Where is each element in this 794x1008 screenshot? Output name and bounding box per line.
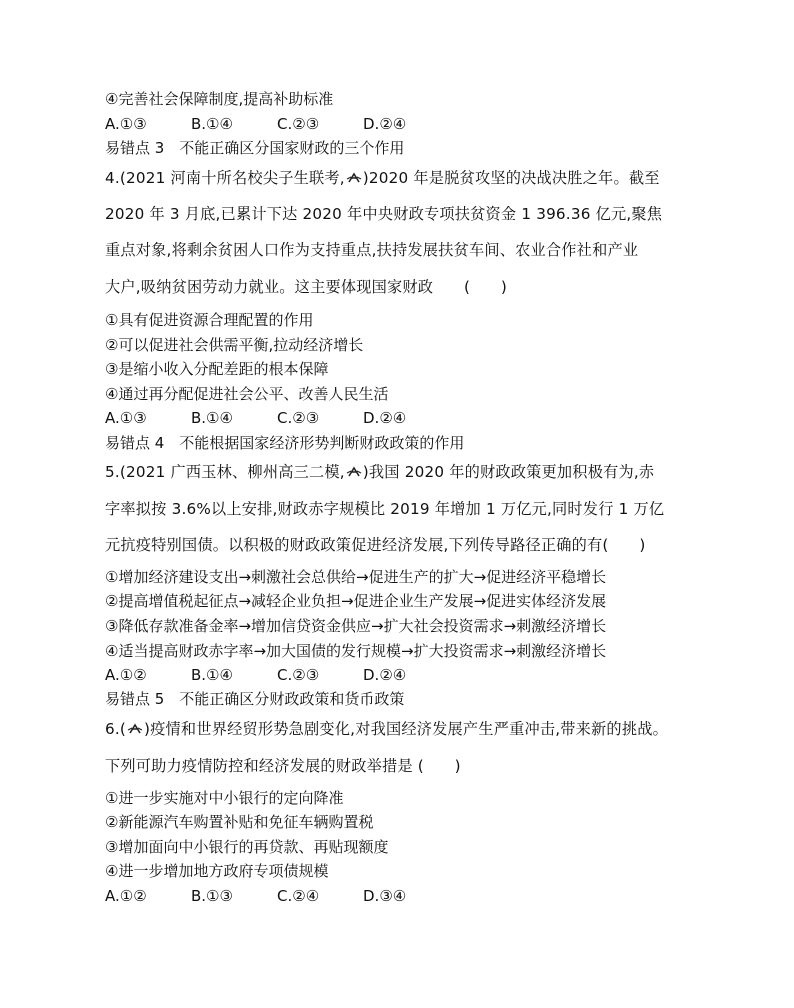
q6-item-4: ④进一步增加地方政府专项债规模 [105,862,329,880]
q6-option-b: B.①③ [191,887,233,905]
q5-option-d: D.②④ [363,666,407,684]
difficulty-star-icon [346,172,362,184]
q6-stem-line-1 [105,719,668,739]
q4-stem-text: )2020 年是脱贫攻坚的决战决胜之年。截至 [362,169,660,187]
q5-options [105,665,406,685]
q5-item-2: ②提高增值税起征点→减轻企业负担→促进企业生产发展→促进实体经济发展 [105,592,607,610]
q6-options [105,886,406,906]
q4-stem-line-4: 大户,吸纳贫困劳动力就业。这主要体现国家财政 ( ) [105,278,507,296]
q5-item-1: ①增加经济建设支出→刺激社会总供给→促进生产的扩大→促进经济平稳增长 [105,568,607,586]
q4-stem-line-3: 重点对象,将剩余贫困人口作为支持重点,扶持发展扶贫车间、农业合作社和产业 [105,241,639,259]
q6-stem-line-2: 下列可助力疫情防控和经济发展的财政举措是 ( ) [105,757,461,775]
q5-stem-line-1 [105,462,654,482]
q4-source: 4.(2021 河南十所名校尖子生联考, [105,169,345,187]
q4-item-1: ①具有促进资源合理配置的作用 [105,311,314,329]
q6-item-3: ③增加面向中小银行的再贷款、再贴现额度 [105,838,389,856]
q4-option-a: A.①③ [105,409,147,427]
q3-option-a: A.①③ [105,115,147,133]
q4-item-2: ②可以促进社会供需平衡,拉动经济增长 [105,336,364,354]
q6-item-1: ①进一步实施对中小银行的定向降准 [105,789,344,807]
q5-stem-line-2: 字率拟按 3.6%以上安排,财政赤字规模比 2019 年增加 1 万亿元,同时发行 1 万亿 [105,500,665,518]
q5-option-c: C.②③ [277,666,320,684]
q3-item-4: ④完善社会保障制度,提高补助标准 [105,90,334,108]
q4-stem-line-2: 2020 年 3 月底,已累计下达 2020 年中央财政专项扶贫资金 1 396.36 亿元,聚焦 [105,205,663,223]
error-point-3: 易错点 3 不能正确区分国家财政的三个作用 [105,139,405,157]
q5-stem-text: )我国 2020 年的财政政策更加积极有为,赤 [362,463,655,481]
q6-option-d: D.③④ [363,887,407,905]
q4-item-3: ③是缩小收入分配差距的根本保障 [105,360,329,378]
q3-option-c: C.②③ [277,115,320,133]
q4-option-c: C.②③ [277,409,320,427]
difficulty-star-icon [346,466,362,478]
q4-stem-line-1 [105,168,660,188]
q6-option-c: C.②④ [277,887,320,905]
q4-option-d: D.②④ [363,409,407,427]
q5-item-3: ③降低存款准备金率→增加信贷资金供应→扩大社会投资需求→刺激经济增长 [105,617,607,635]
difficulty-star-icon [127,723,143,735]
q5-source: 5.(2021 广西玉林、柳州高三二模, [105,463,345,481]
q4-option-b: B.①④ [191,409,233,427]
q6-stem-text: )疫情和世界经贸形势急剧变化,对我国经济发展产生严重冲击,带来新的挑战。 [144,720,668,738]
q6-option-a: A.①② [105,887,147,905]
q5-stem-line-3: 元抗疫特别国债。以积极的财政政策促进经济发展,下列传导路径正确的有( ) [105,536,646,554]
q5-item-4: ④适当提高财政赤字率→加大国债的发行规模→扩大投资需求→刺激经济增长 [105,642,607,660]
q6-number: 6.( [105,720,127,738]
error-point-5: 易错点 5 不能正确区分财政政策和货币政策 [105,690,405,708]
q5-option-a: A.①② [105,666,147,684]
q3-options [105,114,406,134]
q5-option-b: B.①④ [191,666,233,684]
q4-options [105,408,406,428]
q6-item-2: ②新能源汽车购置补贴和免征车辆购置税 [105,813,374,831]
q3-option-b: B.①④ [191,115,233,133]
q4-item-4: ④通过再分配促进社会公平、改善人民生活 [105,385,389,403]
q3-option-d: D.②④ [363,115,407,133]
error-point-4: 易错点 4 不能根据国家经济形势判断财政政策的作用 [105,434,465,452]
